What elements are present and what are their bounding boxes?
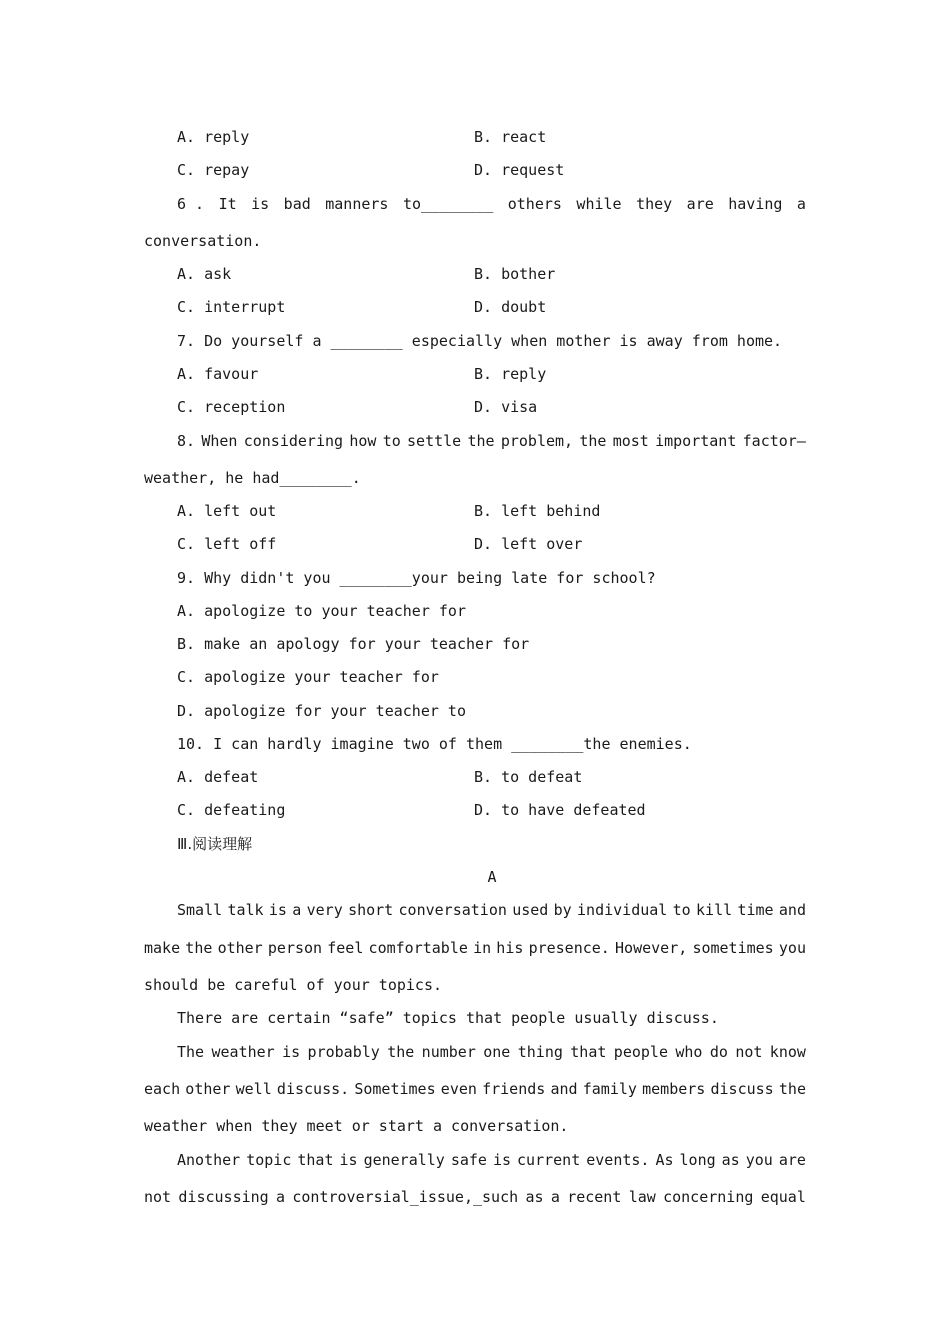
word: As — [655, 1151, 674, 1169]
q8-option-d: D. left over — [474, 535, 583, 553]
word: person — [267, 939, 323, 957]
word: that — [297, 1151, 334, 1169]
word: manners — [325, 195, 389, 213]
word: to — [382, 432, 401, 450]
word: comfortable — [368, 939, 468, 957]
word: how — [349, 432, 377, 450]
word: equal — [760, 1188, 806, 1206]
q7-option-b: B. reply — [474, 365, 547, 383]
word: used — [512, 901, 549, 919]
word: you — [745, 1151, 773, 1169]
word: his — [496, 939, 524, 957]
word: the — [467, 432, 495, 450]
word: are — [686, 195, 714, 213]
word: Another — [177, 1151, 241, 1169]
q5-option-d: D. request — [474, 161, 565, 179]
q7-option-d: D. visa — [474, 398, 538, 416]
word: by — [553, 901, 572, 919]
word: safe — [450, 1151, 487, 1169]
word: one — [483, 1043, 511, 1061]
word: is — [339, 1151, 358, 1169]
word: the — [778, 1080, 806, 1098]
word: law — [628, 1188, 656, 1206]
q8-stem-continued: weather, he had________. — [144, 469, 361, 487]
passage-p3-line3: weather when they meet or start a conversation. — [144, 1117, 569, 1135]
word: bad — [283, 195, 311, 213]
word: considering — [243, 432, 344, 450]
word: having — [728, 195, 783, 213]
word: friends — [482, 1080, 546, 1098]
word: while — [576, 195, 622, 213]
word: people — [613, 1043, 668, 1061]
q10-option-d: D. to have defeated — [474, 801, 646, 819]
word: short — [348, 901, 394, 919]
word: controversial_issue,_such — [292, 1188, 519, 1206]
word: presence. — [528, 939, 610, 957]
word: time — [737, 901, 774, 919]
word: in — [473, 939, 492, 957]
word: thing — [517, 1043, 563, 1061]
section-heading: Ⅲ.阅读理解 — [177, 835, 253, 853]
q6-option-a: A. ask — [177, 265, 232, 283]
q10-option-b: B. to defeat — [474, 768, 583, 786]
word: as — [721, 1151, 740, 1169]
q9-option-d: D. apologize for your teacher to — [177, 702, 466, 720]
word: However, — [615, 939, 688, 957]
word: and — [550, 1080, 578, 1098]
word: is — [282, 1043, 301, 1061]
word: each — [144, 1080, 181, 1098]
word: discussing — [178, 1188, 269, 1206]
word: The — [177, 1043, 205, 1061]
word: a — [796, 195, 806, 213]
passage-p1-line2 — [144, 938, 806, 958]
passage-p2: There are certain “safe” topics that people usually discuss. — [177, 1009, 719, 1027]
passage-p4-line1 — [177, 1150, 806, 1170]
word: they — [636, 195, 673, 213]
word: recent — [567, 1188, 622, 1206]
word: are — [778, 1151, 806, 1169]
q6-option-d: D. doubt — [474, 298, 547, 316]
word: is — [492, 1151, 512, 1169]
q6-option-b: B. bother — [474, 265, 556, 283]
word: even — [440, 1080, 477, 1098]
word: It — [218, 195, 237, 213]
word: factor— — [742, 432, 806, 450]
passage-p1-line3: should be careful of your topics. — [144, 976, 443, 994]
word: 6 . — [177, 195, 205, 213]
q6-stem — [177, 194, 806, 214]
word: not — [144, 1188, 172, 1206]
word: the — [579, 432, 607, 450]
word: the — [185, 939, 213, 957]
word: talk — [227, 901, 264, 919]
passage-p1-line1 — [177, 900, 806, 920]
word: family — [582, 1080, 637, 1098]
word: generally — [363, 1151, 445, 1169]
word: a — [550, 1188, 560, 1206]
word: problem, — [500, 432, 574, 450]
word: important — [655, 432, 737, 450]
word: probably — [307, 1043, 380, 1061]
word: 8. — [177, 432, 196, 450]
word: number — [421, 1043, 476, 1061]
q10-option-c: C. defeating — [177, 801, 286, 819]
word: as — [525, 1188, 544, 1206]
word: is — [268, 901, 287, 919]
q9-stem: 9. Why didn't you ________your being late for school? — [177, 569, 656, 587]
word: do — [709, 1043, 728, 1061]
q9-option-c: C. apologize your teacher for — [177, 668, 439, 686]
word: the — [387, 1043, 415, 1061]
word: discuss. — [276, 1080, 350, 1098]
word: Sometimes — [354, 1080, 436, 1098]
word: very — [306, 901, 343, 919]
q5-option-a: A. reply — [177, 128, 250, 146]
q10-stem: 10. I can hardly imagine two of them ________the enemies. — [177, 735, 692, 753]
q9-option-a: A. apologize to your teacher for — [177, 602, 466, 620]
word: settle — [407, 432, 462, 450]
word: When — [201, 432, 238, 450]
q9-option-b: B. make an apology for your teacher for — [177, 635, 530, 653]
q7-option-c: C. reception — [177, 398, 286, 416]
passage-p4-line2 — [144, 1187, 806, 1207]
q8-stem — [177, 431, 806, 451]
q8-option-b: B. left behind — [474, 502, 601, 520]
word: other — [185, 1080, 231, 1098]
word: make — [144, 939, 181, 957]
word: most — [612, 432, 649, 450]
passage-p3-line1 — [177, 1042, 806, 1062]
word: to — [672, 901, 691, 919]
word: weather — [211, 1043, 275, 1061]
q6-stem-continued: conversation. — [144, 232, 262, 250]
passage-label: A — [487, 868, 497, 886]
word: a — [276, 1188, 286, 1206]
q10-option-a: A. defeat — [177, 768, 259, 786]
word: individual — [577, 901, 668, 919]
word: discuss — [710, 1080, 774, 1098]
word: not — [735, 1043, 763, 1061]
q6-option-c: C. interrupt — [177, 298, 286, 316]
word: sometimes — [692, 939, 774, 957]
word: kill — [696, 901, 733, 919]
q5-option-c: C. repay — [177, 161, 250, 179]
word: and — [778, 901, 806, 919]
word: a — [292, 901, 302, 919]
word: other — [217, 939, 263, 957]
word: Small — [177, 901, 223, 919]
passage-p3-line2 — [144, 1079, 806, 1099]
word: to________ — [402, 195, 494, 213]
word: conversation — [398, 901, 507, 919]
q5-option-b: B. react — [474, 128, 547, 146]
q8-option-c: C. left off — [177, 535, 277, 553]
word: others — [507, 195, 562, 213]
word: concerning — [663, 1188, 754, 1206]
word: feel — [327, 939, 364, 957]
q8-option-a: A. left out — [177, 502, 277, 520]
word: who — [675, 1043, 703, 1061]
word: that — [570, 1043, 607, 1061]
word: current — [517, 1151, 581, 1169]
q7-stem: 7. Do yourself a ________ especially when mother is away from home. — [177, 332, 783, 350]
word: well — [235, 1080, 272, 1098]
word: members — [642, 1080, 706, 1098]
word: is — [251, 195, 270, 213]
word: topic — [246, 1151, 292, 1169]
word: events. — [586, 1151, 650, 1169]
q7-option-a: A. favour — [177, 365, 259, 383]
word: long — [679, 1151, 716, 1169]
word: know — [769, 1043, 806, 1061]
word: you — [778, 939, 806, 957]
